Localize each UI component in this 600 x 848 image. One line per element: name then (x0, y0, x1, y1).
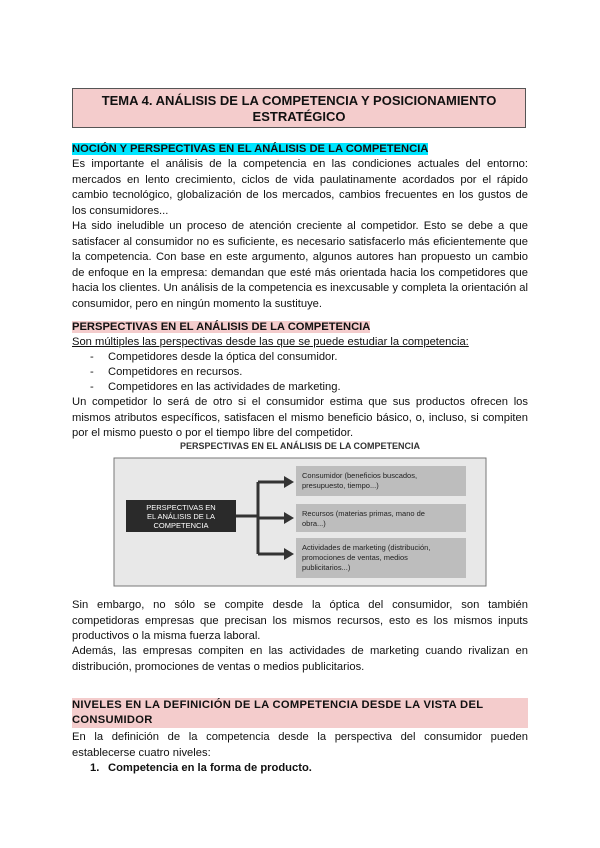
diagram-box2-text-2: obra...) (302, 519, 326, 528)
section2-para3: Además, las empresas compiten en las actividades de marketing cuando rivalizan en distribución, promociones de ventas o medios publicitarios. (72, 645, 528, 673)
numbered-item (90, 761, 510, 777)
diagram-box1-text-2: presupuesto, tiempo...) (302, 481, 379, 490)
bullet-item: - Competidores desde la óptica del consumidor. (90, 351, 338, 363)
diagram-center-text-2: EL ANÁLISIS DE LA (146, 512, 216, 521)
title-line-2: ESTRATÉGICO (252, 109, 346, 124)
section1-para1: Es importante el análisis de la competencia en las condiciones actuales del entorno: mercados en lento crecimiento, ciclos de vida paulatinamente acordados por el rápido cambio tecnológico, globalización de los mercados, cambios frecuentes en los gustos de los consumidores... (72, 158, 528, 217)
perspectives-diagram (112, 438, 488, 588)
section3-heading: NIVELES EN LA DEFINICIÓN DE LA COMPETENCIA DESDE LA VISTA DEL CONSUMIDOR (72, 698, 528, 728)
section3-para: En la definición de la competencia desde la perspectiva del consumidor pueden establecerse cuatro niveles: (72, 731, 528, 759)
section1-para2: Ha sido ineludible un proceso de atención creciente al competidor. Esto se debe a que satisfacer al consumidor no es suficiente, es necesario satisfacerlo más eficientemente que la competencia. Con base en este argumento, algunos autores han propuesto un cambio de enfoque en la empresa: demandan que esté más orientada hacia los competidores que hacia los clientes. Un análisis de la competencia es inexcusable y completa la orientación al consumidor, pero en ningún momento la sustituye. (72, 220, 528, 310)
item-number: 1. (90, 762, 100, 774)
bullet-text: Competidores en recursos. (108, 366, 243, 378)
diagram-box3-text-3: publicitarios...) (302, 563, 351, 572)
item-text: Competencia en la forma de producto. (108, 762, 312, 774)
section2-para: Un competidor lo será de otro si el consumidor estima que sus productos ofrecen los mismos atributos específicos, satisfacen el mismo beneficio básico, o, incluso, si compiten por el mismo puesto o por el tiempo libre del competidor. (72, 396, 528, 439)
section2-intro: Son múltiples las perspectivas desde las que se puede estudiar la competencia: (72, 336, 469, 348)
section2-para2: Sin embargo, no sólo se compite desde la óptica del consumidor, son también competidoras empresas que precisan los mismos recursos, esto es los mismos inputs productivos o la misma fuerza laboral. (72, 599, 528, 642)
diagram-box2-text-1: Recursos (materias primas, mano de (302, 509, 425, 518)
diagram-center-text-1: PERSPECTIVAS EN (146, 503, 216, 512)
diagram-title: PERSPECTIVAS EN EL ANÁLISIS DE LA COMPETENCIA (179, 441, 421, 451)
bullet-item: - Competidores en recursos. (90, 366, 243, 378)
bullet-text: Competidores en las actividades de marketing. (108, 381, 341, 393)
diagram-box1-text-1: Consumidor (beneficios buscados, (302, 471, 418, 480)
section1-heading: NOCIÓN Y PERSPECTIVAS EN EL ANÁLISIS DE LA COMPETENCIA (72, 143, 429, 155)
page-title (72, 88, 526, 128)
title-line-1: TEMA 4. ANÁLISIS DE LA COMPETENCIA Y POSICIONAMIENTO (101, 93, 497, 108)
bullet-item: - Competidores en las actividades de marketing. (90, 381, 341, 393)
diagram-center-text-3: COMPETENCIA (153, 521, 209, 530)
section2-heading: PERSPECTIVAS EN EL ANÁLISIS DE LA COMPETENCIA (72, 321, 371, 333)
diagram-box3-text-1: Actividades de marketing (distribución, (302, 543, 431, 552)
bullet-text: Competidores desde la óptica del consumidor. (108, 351, 338, 363)
diagram-box3-text-2: promociones de ventas, medios (302, 553, 408, 562)
